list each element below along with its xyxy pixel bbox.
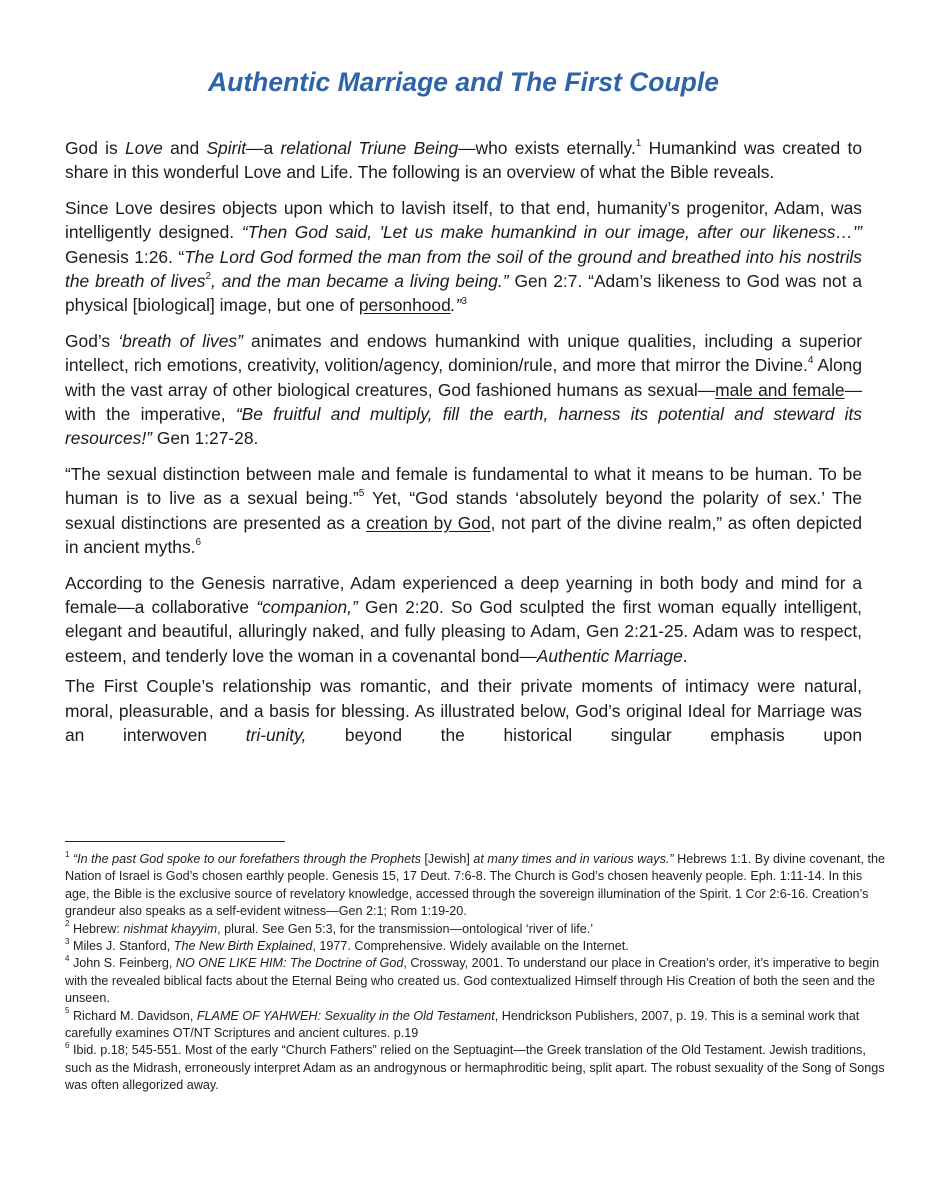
footnote-separator	[65, 841, 285, 842]
underlined-text: male and female	[715, 379, 845, 400]
footnote-2	[65, 921, 887, 938]
footnote-number: 6	[65, 1041, 70, 1051]
text: beyond the historical singular emphasis upon	[306, 724, 863, 745]
text: Miles J. Stanford,	[69, 939, 174, 954]
book-title: The New Birth Explained	[173, 939, 313, 954]
italic-text: “companion,”	[256, 596, 358, 617]
text: , not part of the divine realm,” as often depicted in ancient myths.	[65, 512, 862, 558]
text: Gen 2:7. “Adam’s likeness to God was not a physical [biological] image, but one of	[65, 271, 862, 316]
italic-quote: at many times and in various ways.”	[473, 852, 674, 866]
footnote-number: 5	[65, 1006, 70, 1016]
text: .	[682, 645, 688, 666]
text: The First Couple’s relationship was romantic, and their private moments of intimacy were natural, moral, pleasurable, and a basis for blessing. As illustrated below, God’s original Ideal for Marriage was an interwoven	[65, 676, 862, 745]
text: Hebrews 1:1. By divine covenant, the Nation of Israel is God’s chosen earthly people. Genesis 15, 17 Deut. 7:6-8. The Church is God’s chosen heavenly people. Eph. 1:11-14. In this age, the Bible is the exclusive source of revelatory knowledge, accessed through the sovereign illumination of the Spirit. 1 Cor 2:6-16. Creation’s grandeur also speaks as a self-evident witness—Gen 2:1; Rom 1:19-20.	[65, 852, 886, 919]
footnotes	[65, 851, 887, 1095]
text: , plural. See Gen 5:3, for the transmission—ontological ‘river of life.’	[217, 921, 594, 936]
text: —with the imperative,	[65, 379, 862, 425]
italic-text: tri-unity,	[245, 724, 307, 745]
paragraph-4	[65, 462, 862, 560]
underlined-text: personhood	[358, 295, 451, 316]
text: —who exists eternally.	[458, 138, 636, 158]
italic-text: Authentic Marriage	[536, 645, 683, 666]
footnote-ref-3[interactable]: 3	[461, 295, 467, 307]
italic-text: ‘breath of lives”	[118, 330, 243, 351]
italic-text: Spirit	[206, 138, 247, 158]
text: God’s	[65, 330, 119, 351]
footnote-6	[65, 1042, 887, 1094]
footnote-ref-2[interactable]: 2	[205, 271, 212, 283]
footnote-3	[65, 938, 887, 955]
text: animates and endows humankind with unique qualities, including a superior intellect, rich emotions, creativity, volition/agency, dominion/rule, and more that mirror the Divine.	[65, 330, 862, 376]
body-text	[65, 136, 862, 758]
text: Richard M. Davidson,	[69, 1008, 197, 1023]
footnote-number: 2	[65, 919, 70, 929]
text: , Hendrickson Publishers, 2007, p. 19. This is a seminal work that carefully examines OT/NT Scriptures and ancient cultures. p.19	[65, 1008, 860, 1041]
text: According to the Genesis narrative, Adam experienced a deep yearning in both body and mind for a female—a collaborative	[65, 572, 862, 617]
page-title: Authentic Marriage and The First Couple	[208, 67, 719, 97]
text: , 1977. Comprehensive. Widely available on the Internet.	[312, 939, 629, 954]
text: Ibid. p.18; 545-551. Most of the early “Church Fathers” relied on the Septuagint—the Greek translation of the Old Testament. Jewish traditions, such as the Midrash, erroneously interpret Adam as an androgynous or hermaphroditic being, split apart. The robust sexuality of the Song of Songs was often allegorized away.	[65, 1043, 885, 1093]
text: and	[162, 138, 207, 158]
paragraph-3	[65, 329, 862, 451]
footnote-ref-1[interactable]: 1	[635, 138, 642, 150]
paragraph-1	[65, 136, 862, 185]
italic-quote: “In the past God spoke to our forefathers through the Prophets	[72, 852, 421, 866]
text: Since Love desires objects upon which to lavish itself, to that end, humanity’s progenitor, Adam, was intelligently designed.	[65, 197, 862, 243]
text: Genesis 1:26. “	[65, 246, 185, 267]
footnote-number: 3	[65, 936, 70, 946]
footnote-number: 1	[65, 849, 70, 859]
italic-quote: , and the man became a living being.”	[211, 271, 509, 292]
text: Humankind was created to share in this wonderful Love and Life. The following is an overview of what the Bible reveals.	[65, 138, 863, 183]
text: , Crossway, 2001. To understand our place in Creation’s order, it’s imperative to begin with the revealed biblical facts about the Eternal Being who created us. God contextualized Himself through His Creation of both the seen and the unseen.	[65, 956, 880, 1006]
text: Gen 1:27-28.	[151, 428, 259, 449]
footnote-ref-4[interactable]: 4	[807, 355, 814, 367]
footnote-number: 4	[65, 954, 70, 964]
footnote-5	[65, 1008, 887, 1043]
book-title: NO ONE LIKE HIM: The Doctrine of God	[175, 956, 404, 971]
footnote-ref-5[interactable]: 5	[358, 488, 365, 500]
paragraph-6	[65, 674, 862, 747]
text: Yet, “God stands ‘absolutely beyond the polarity of sex.’ The sexual distinctions are presented as a	[65, 488, 862, 533]
text: Gen 2:20. So God sculpted the first woman equally intelligent, elegant and beautiful, alluringly naked, and fully pleasing to Adam, Gen 2:21-25. Adam was to respect, esteem, and tenderly love the woman in a covenantal bond—	[65, 596, 862, 666]
italic-quote: “Then God said, 'Let us make humankind in our image, after our likeness…'”	[241, 222, 862, 243]
text: God is	[65, 138, 126, 158]
text: “The sexual distinction between male and female is fundamental to what it means to be human. To be human is to live as a sexual being.”	[65, 463, 862, 509]
text: Along with the vast array of other biological creatures, God fashioned humans as sexual—	[65, 355, 862, 400]
italic-text: nishmat khayyim	[123, 921, 218, 936]
footnote-1	[65, 851, 887, 921]
text: —a	[246, 138, 281, 158]
footnote-ref-6[interactable]: 6	[195, 537, 202, 549]
footnote-4	[65, 955, 887, 1007]
paragraph-2	[65, 196, 862, 318]
italic-text: relational Triune Being	[280, 138, 459, 158]
text: .”	[450, 295, 462, 316]
text: [Jewish]	[420, 852, 474, 866]
paragraph-5	[65, 571, 862, 669]
italic-text: Love	[125, 138, 163, 158]
italic-quote: “Be fruitful and multiply, fill the earth, harness its potential and steward its resources!”	[65, 404, 863, 449]
book-title: FLAME OF YAHWEH: Sexuality in the Old Testament	[196, 1008, 495, 1023]
italic-quote: The Lord God formed the man from the soil of the ground and breathed into his nostrils the breath of lives	[65, 246, 862, 292]
underlined-text: creation by God	[366, 512, 491, 533]
text: John S. Feinberg,	[69, 956, 176, 971]
text: Hebrew:	[69, 921, 124, 936]
